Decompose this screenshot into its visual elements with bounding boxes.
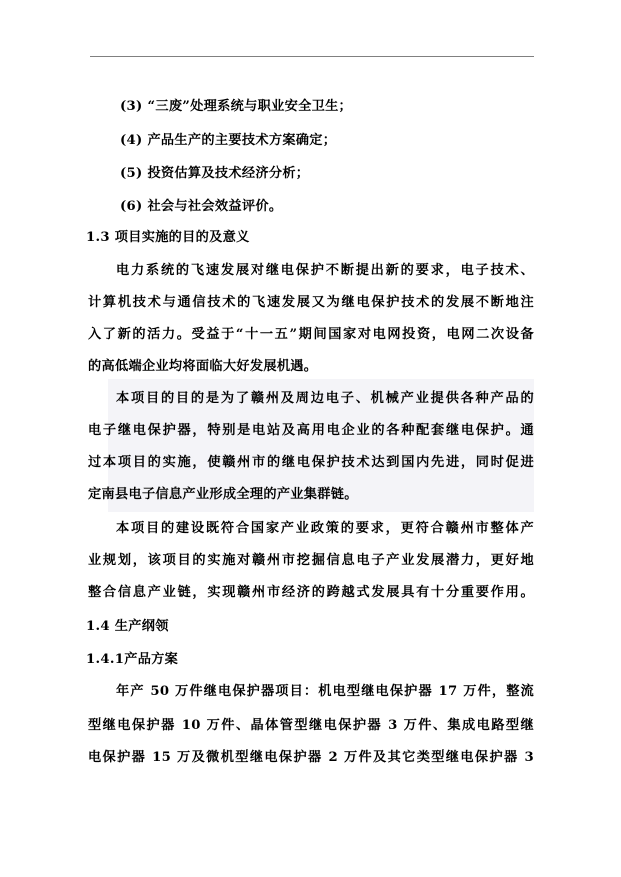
paragraph1-line-1: 电力系统的飞速发展对继电保护不断提出新的要求，电子技术、	[116, 263, 534, 278]
paragraph3-line-3: 整合信息产业链，实现赣州市经济的跨越式发展具有十分重要作用。	[88, 585, 534, 600]
paragraph2-line-3: 过本项目的实施，使赣州市的继电保护技术达到国内先进，同时促进	[88, 455, 534, 470]
paragraph3-line-1: 本项目的建设既符合国家产业政策的要求，更符合赣州市整体产	[116, 521, 534, 536]
paragraph1-line-3: 入了新的活力。受益于“十一五”期间国家对电网投资，电网二次设备	[88, 327, 534, 342]
paragraph2-line-2: 电子继电保护器，特别是电站及高用电企业的各种配套继电保护。通	[88, 423, 534, 438]
paragraph4-line-1: 年产 50 万件继电保护器项目：机电型继电保护器 17 万件，整流	[116, 684, 534, 699]
list-item-4: (4) 产品生产的主要技术方案确定；	[120, 133, 337, 148]
paragraph2-line-1: 本项目的目的是为了赣州及周边电子、机械产业提供各种产品的	[116, 391, 534, 406]
header-rule	[90, 56, 534, 57]
section-heading-1-3: 1.3 项目实施的目的及意义	[86, 230, 250, 245]
list-item-5: (5) 投资估算及技术经济分析；	[120, 166, 310, 181]
list-item-6: (6) 社会与社会效益评价。	[120, 199, 283, 214]
paragraph3-line-2: 业规划，该项目的实施对赣州市挖掘信息电子产业发展潜力，更好地	[88, 553, 534, 568]
paragraph1-line-2: 计算机技术与通信技术的飞速发展又为继电保护技术的发展不断地注	[88, 295, 534, 310]
section-heading-1-4: 1.4 生产纲领	[86, 619, 169, 634]
paragraph2-line-4: 定南县电子信息产业形成全理的产业集群链。	[88, 487, 358, 502]
paragraph4-line-2: 型继电保护器 10 万件、晶体管型继电保护器 3 万件、集成电路型继	[88, 718, 534, 733]
paragraph1-line-4: 的高低端企业均将面临大好发展机遇。	[88, 359, 318, 374]
list-item-3: (3) “三废”处理系统与职业安全卫生；	[120, 99, 353, 114]
subsection-heading-1-4-1: 1.4.1产品方案	[86, 652, 179, 667]
paragraph4-line-3: 电保护器 15 万及微机型继电保护器 2 万件及其它类型继电保护器 3	[88, 750, 534, 765]
